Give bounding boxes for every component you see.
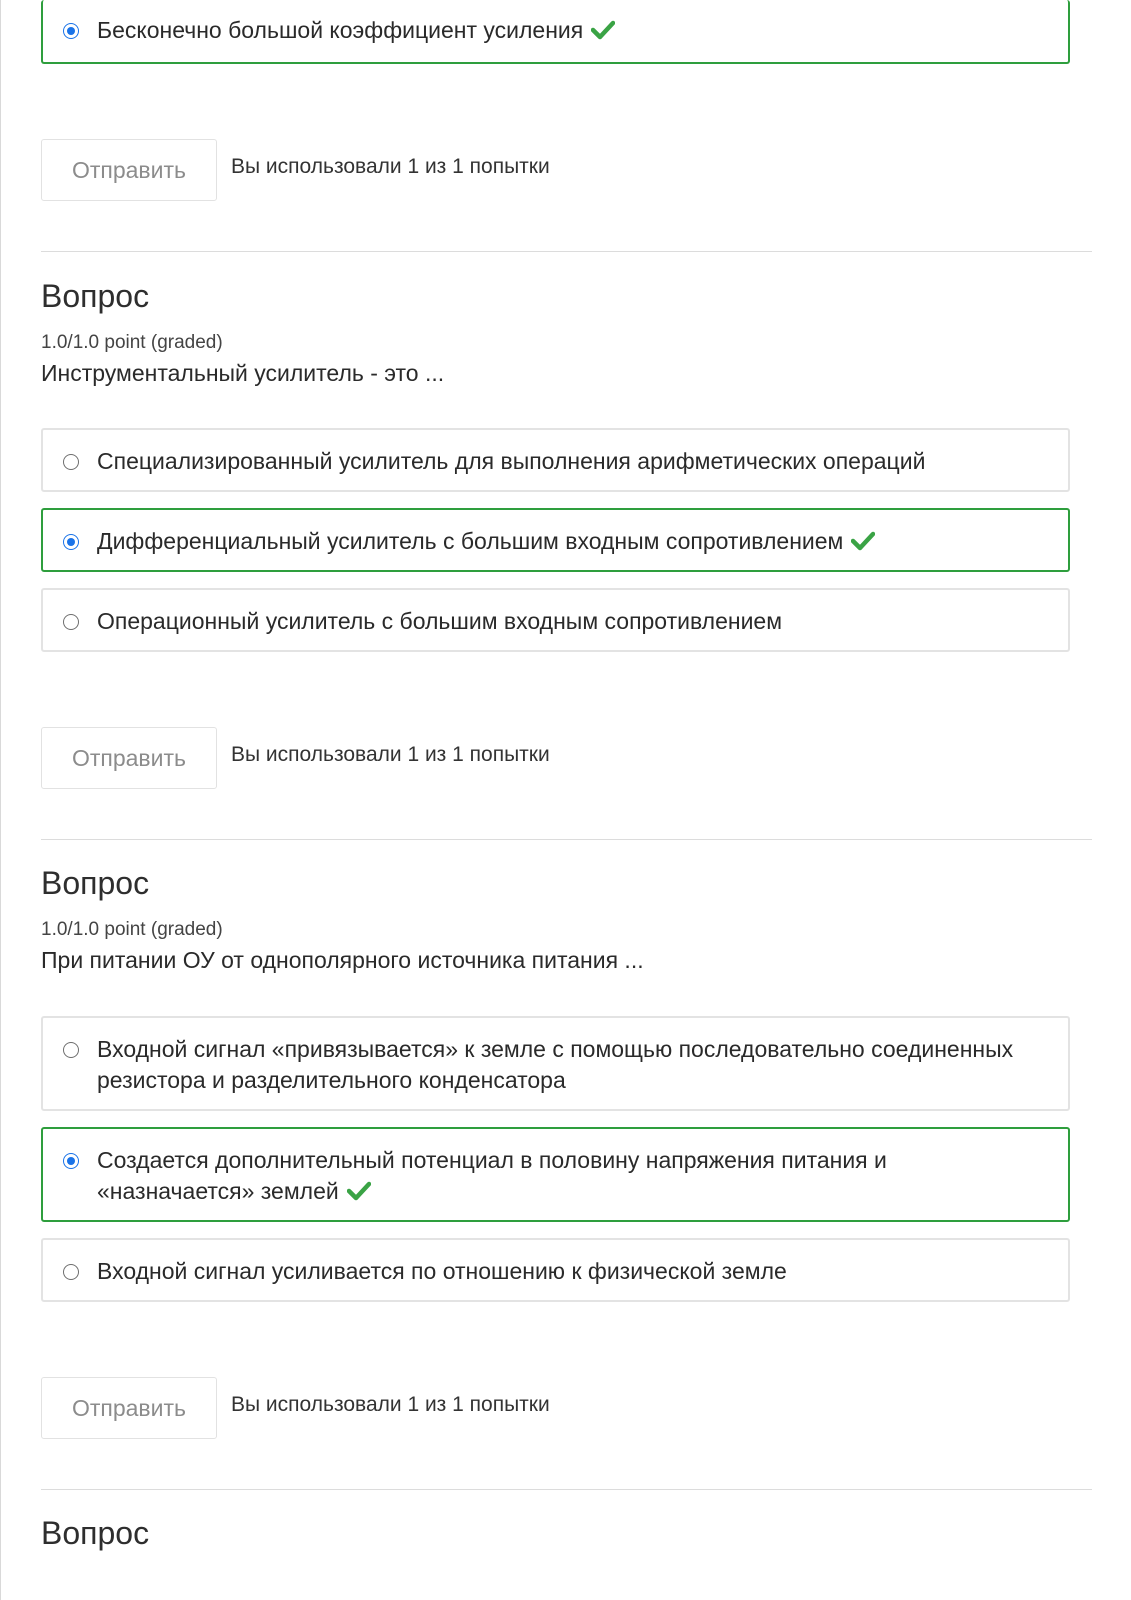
submit-row [41,727,550,789]
divider [41,1489,1092,1490]
answer-option[interactable] [41,588,1070,652]
submit-button[interactable]: Отправить [41,1377,217,1439]
option-label: Бесконечно большой коэффициент усиления [97,17,584,43]
answer-option[interactable] [41,1016,1070,1111]
question-title: Вопрос [41,865,150,901]
question-block [41,276,1070,388]
option-label: Входной сигнал усиливается по отношению к физической земле [97,1258,787,1284]
answer-option-selected-correct[interactable] [41,0,1070,64]
submit-row [41,1377,550,1439]
submit-button[interactable]: Отправить [41,727,217,789]
option-label: Входной сигнал «привязывается» к земле с помощью последовательно соединенных резистора и разделительного конденсатора [97,1036,1014,1093]
question-block [41,863,1070,975]
answer-option-selected-correct[interactable] [41,1127,1070,1222]
checkmark-icon [347,1181,371,1201]
question-title: Вопрос [41,278,150,314]
divider [41,839,1092,840]
option-label: Создается дополнительный потенциал в половину напряжения питания и «назначается» землей [97,1147,887,1204]
question-points: 1.0/1.0 point (graded) [41,332,223,353]
question-points: 1.0/1.0 point (graded) [41,919,223,940]
radio-button-checked[interactable] [63,1153,79,1169]
attempts-text: Вы использовали 1 из 1 попытки [231,1393,550,1416]
question-block [41,1513,1070,1553]
radio-button-checked[interactable] [63,534,79,550]
checkmark-icon [851,531,875,551]
option-label: Дифференциальный усилитель с большим входным сопротивлением [97,528,844,554]
radio-button-checked[interactable] [63,23,79,39]
radio-button[interactable] [63,454,79,470]
question-text: При питании ОУ от однополярного источника питания ... [41,947,644,973]
attempts-text: Вы использовали 1 из 1 попытки [231,743,550,766]
left-border [0,0,1,1600]
question-title: Вопрос [41,1515,150,1551]
submit-button[interactable]: Отправить [41,139,217,201]
answer-option[interactable] [41,1238,1070,1302]
submit-row [41,139,550,201]
checkmark-icon [591,20,615,40]
attempts-text: Вы использовали 1 из 1 попытки [231,155,550,178]
radio-button[interactable] [63,1264,79,1280]
answer-option[interactable] [41,428,1070,492]
option-label: Операционный усилитель с большим входным сопротивлением [97,608,783,634]
answer-option-selected-correct[interactable] [41,508,1070,572]
question-text: Инструментальный усилитель - это ... [41,360,445,386]
option-label: Специализированный усилитель для выполнения арифметических операций [97,448,926,474]
divider [41,251,1092,252]
radio-button[interactable] [63,614,79,630]
radio-button[interactable] [63,1042,79,1058]
